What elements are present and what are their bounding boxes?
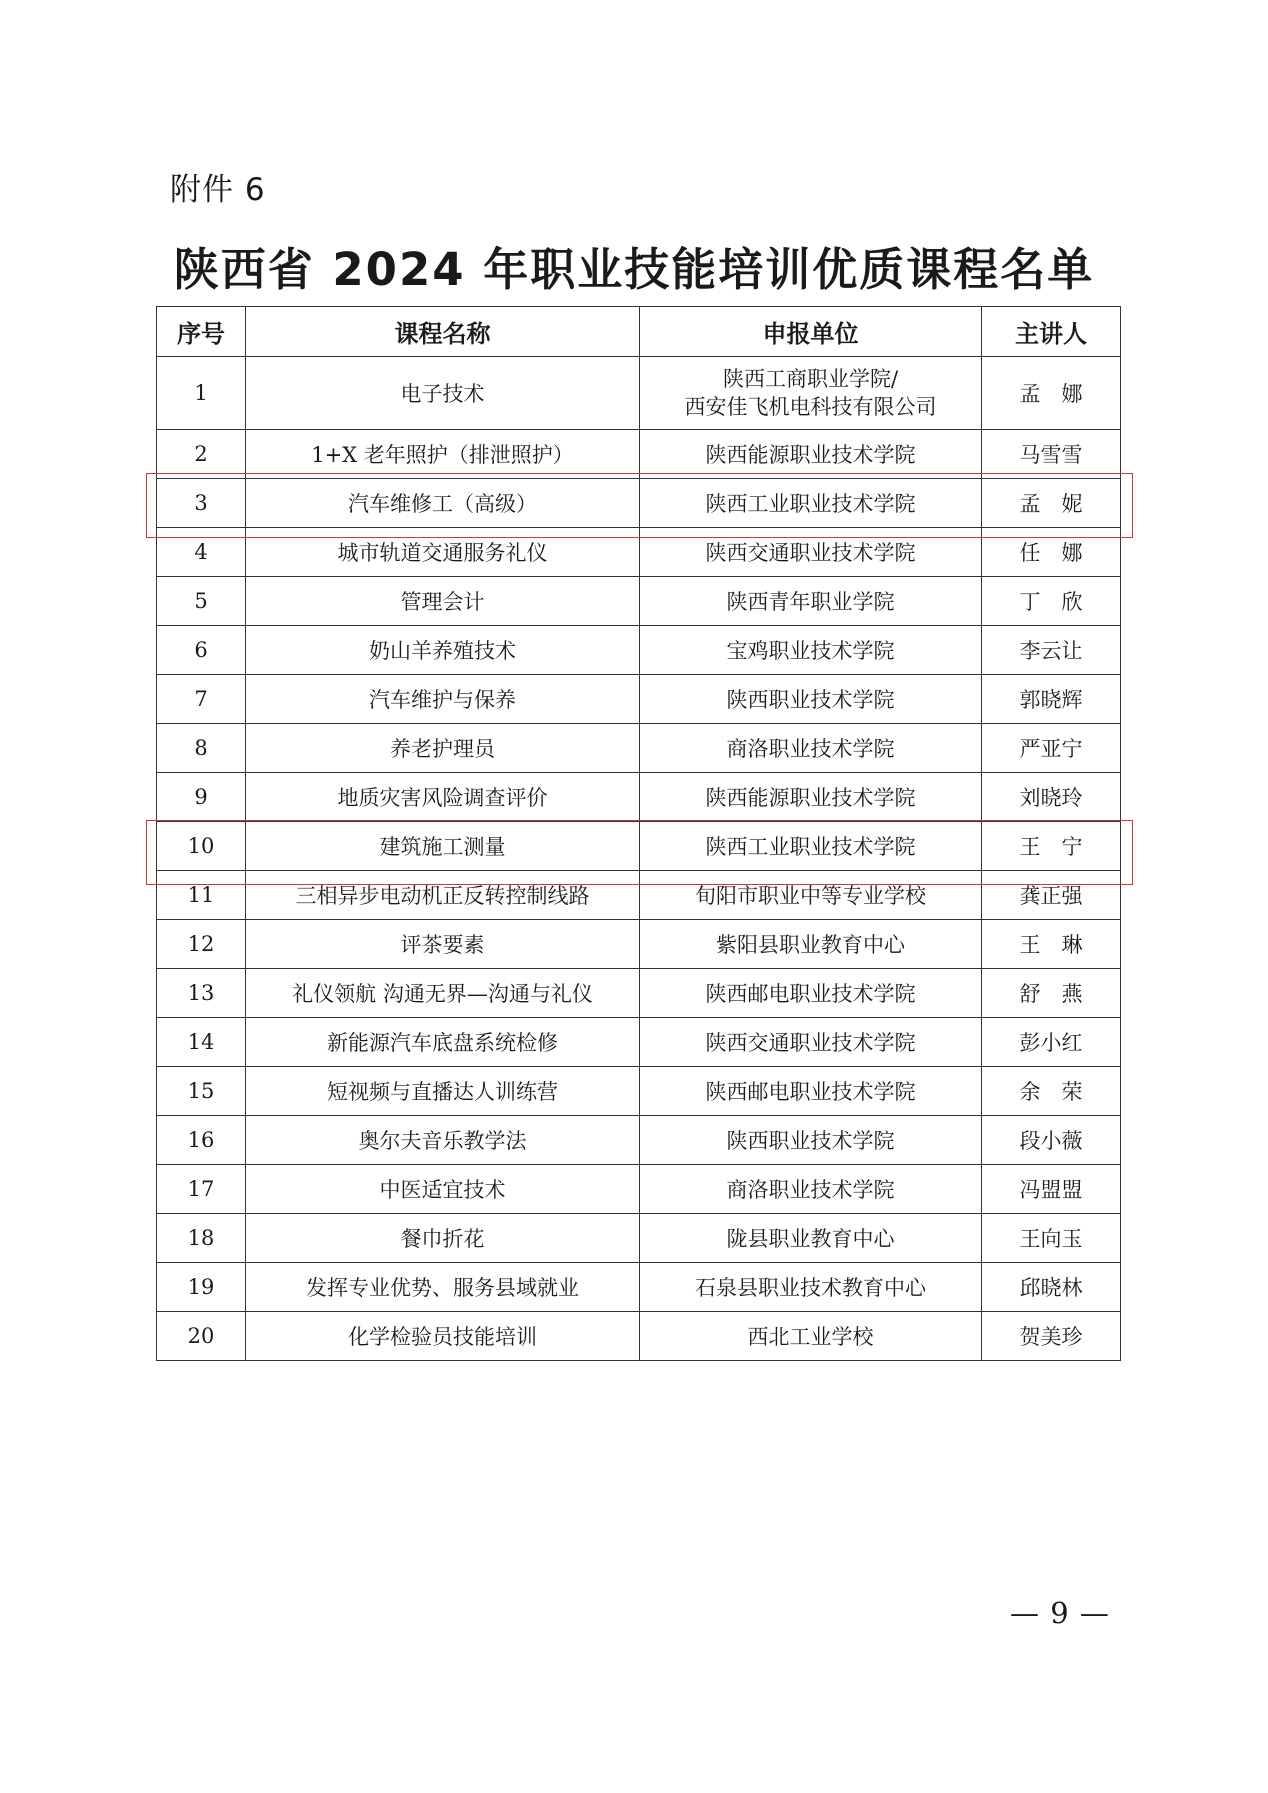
cell-lecturer: 郭晓辉 [982,675,1121,724]
cell-serial-number: 9 [157,773,246,822]
cell-lecturer: 王 琳 [982,920,1121,969]
cell-course-name: 1+X 老年照护（排泄照护） [246,430,640,479]
table-row [157,920,1121,969]
page-number: — 9 — [1010,1596,1110,1630]
cell-lecturer: 邱晓林 [982,1263,1121,1312]
table-row [157,773,1121,822]
cell-applying-unit: 紫阳县职业教育中心 [640,920,982,969]
cell-lecturer: 马雪雪 [982,430,1121,479]
cell-applying-unit: 旬阳市职业中等专业学校 [640,871,982,920]
cell-serial-number: 6 [157,626,246,675]
cell-applying-unit: 石泉县职业技术教育中心 [640,1263,982,1312]
cell-applying-unit [640,357,982,430]
cell-lecturer: 贺美珍 [982,1312,1121,1361]
cell-course-name: 汽车维护与保养 [246,675,640,724]
cell-applying-unit: 陕西能源职业技术学院 [640,430,982,479]
cell-serial-number: 2 [157,430,246,479]
cell-serial-number: 7 [157,675,246,724]
cell-lecturer: 冯盟盟 [982,1165,1121,1214]
cell-lecturer: 彭小红 [982,1018,1121,1067]
table-row-highlighted [157,822,1121,871]
cell-lecturer: 孟 娜 [982,357,1121,430]
cell-serial-number: 5 [157,577,246,626]
cell-serial-number: 8 [157,724,246,773]
cell-applying-unit: 陕西职业技术学院 [640,1116,982,1165]
cell-course-name: 三相异步电动机正反转控制线路 [246,871,640,920]
table-row [157,675,1121,724]
cell-serial-number: 16 [157,1116,246,1165]
document-title: 陕西省 2024 年职业技能培训优质课程名单 [173,243,1095,296]
cell-applying-unit: 宝鸡职业技术学院 [640,626,982,675]
course-table [156,306,1121,1361]
header-course-name: 课程名称 [246,307,640,357]
cell-lecturer: 段小薇 [982,1116,1121,1165]
cell-serial-number: 1 [157,357,246,430]
cell-course-name: 化学检验员技能培训 [246,1312,640,1361]
cell-course-name: 管理会计 [246,577,640,626]
cell-serial-number: 3 [157,479,246,528]
header-serial-number: 序号 [157,307,246,357]
cell-course-name: 建筑施工测量 [246,822,640,871]
cell-course-name: 汽车维修工（高级） [246,479,640,528]
cell-lecturer: 李云让 [982,626,1121,675]
cell-course-name: 奥尔夫音乐教学法 [246,1116,640,1165]
cell-serial-number: 10 [157,822,246,871]
cell-serial-number: 19 [157,1263,246,1312]
cell-lecturer: 任 娜 [982,528,1121,577]
cell-applying-unit: 陕西工业职业技术学院 [640,822,982,871]
cell-serial-number: 15 [157,1067,246,1116]
cell-course-name: 礼仪领航 沟通无界—沟通与礼仪 [246,969,640,1018]
table-row [157,626,1121,675]
cell-serial-number: 4 [157,528,246,577]
table-row [157,1263,1121,1312]
table-row [157,1312,1121,1361]
cell-course-name: 奶山羊养殖技术 [246,626,640,675]
table-row [157,1067,1121,1116]
cell-lecturer: 王向玉 [982,1214,1121,1263]
cell-applying-unit: 陕西交通职业技术学院 [640,1018,982,1067]
cell-serial-number: 20 [157,1312,246,1361]
cell-lecturer: 余 荣 [982,1067,1121,1116]
attachment-label: 附件 6 [170,172,266,208]
cell-applying-unit: 陕西工业职业技术学院 [640,479,982,528]
table-row [157,724,1121,773]
cell-applying-unit: 商洛职业技术学院 [640,1165,982,1214]
cell-lecturer: 孟 妮 [982,479,1121,528]
table-row [157,528,1121,577]
cell-course-name: 中医适宜技术 [246,1165,640,1214]
cell-applying-unit: 陕西邮电职业技术学院 [640,969,982,1018]
course-table-container [156,306,1120,1361]
cell-serial-number: 18 [157,1214,246,1263]
header-lecturer: 主讲人 [982,307,1121,357]
table-row [157,430,1121,479]
cell-applying-unit: 陕西邮电职业技术学院 [640,1067,982,1116]
cell-course-name: 短视频与直播达人训练营 [246,1067,640,1116]
table-row [157,969,1121,1018]
cell-course-name: 地质灾害风险调查评价 [246,773,640,822]
cell-course-name: 评茶要素 [246,920,640,969]
cell-lecturer: 舒 燕 [982,969,1121,1018]
table-row [157,577,1121,626]
table-row [157,1116,1121,1165]
cell-course-name: 餐巾折花 [246,1214,640,1263]
table-row [157,357,1121,430]
cell-serial-number: 12 [157,920,246,969]
cell-applying-unit: 商洛职业技术学院 [640,724,982,773]
cell-applying-unit: 陕西青年职业学院 [640,577,982,626]
cell-course-name: 城市轨道交通服务礼仪 [246,528,640,577]
cell-lecturer: 严亚宁 [982,724,1121,773]
cell-serial-number: 14 [157,1018,246,1067]
cell-applying-unit: 西北工业学校 [640,1312,982,1361]
unit-line-2: 西安佳飞机电科技有限公司 [684,395,937,419]
table-header-row [157,307,1121,357]
cell-course-name: 发挥专业优势、服务县域就业 [246,1263,640,1312]
table-row [157,1214,1121,1263]
cell-applying-unit: 陕西能源职业技术学院 [640,773,982,822]
table-row [157,1165,1121,1214]
unit-line-1: 陕西工商职业学院/ [722,367,899,391]
header-applying-unit: 申报单位 [640,307,982,357]
cell-applying-unit: 陕西职业技术学院 [640,675,982,724]
cell-course-name: 新能源汽车底盘系统检修 [246,1018,640,1067]
table-row-highlighted [157,479,1121,528]
table-row [157,1018,1121,1067]
cell-course-name: 养老护理员 [246,724,640,773]
cell-applying-unit: 陇县职业教育中心 [640,1214,982,1263]
cell-lecturer: 丁 欣 [982,577,1121,626]
cell-serial-number: 13 [157,969,246,1018]
cell-applying-unit: 陕西交通职业技术学院 [640,528,982,577]
cell-lecturer: 王 宁 [982,822,1121,871]
cell-lecturer: 刘晓玲 [982,773,1121,822]
cell-course-name: 电子技术 [246,357,640,430]
cell-serial-number: 17 [157,1165,246,1214]
table-row [157,871,1121,920]
cell-serial-number: 11 [157,871,246,920]
cell-lecturer: 龚正强 [982,871,1121,920]
